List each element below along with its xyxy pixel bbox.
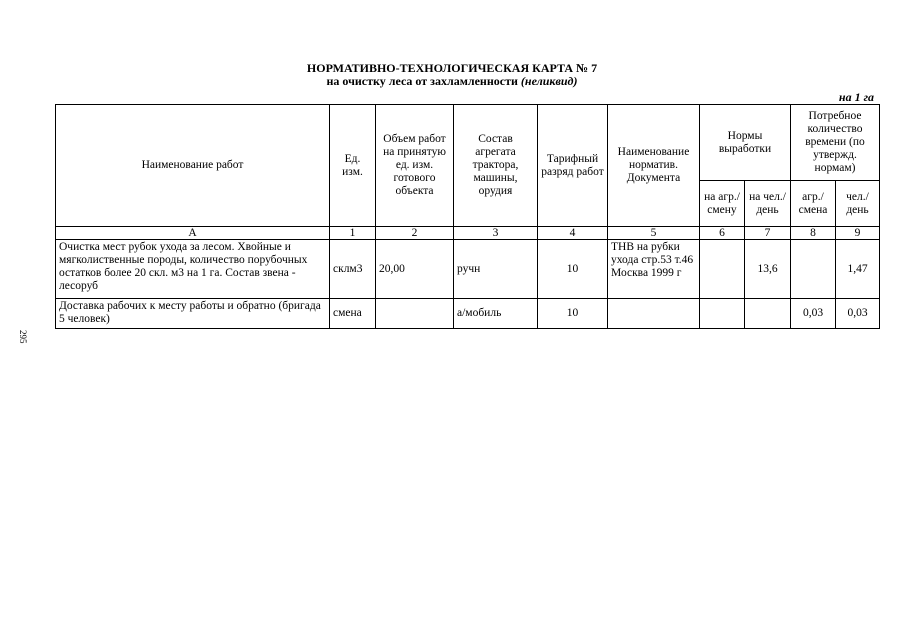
cell-normative-doc: ТНВ на рубки ухода стр.53 т.46 Москва 1999 г bbox=[608, 240, 700, 299]
header-equipment: Состав агрегата трактора, машины, орудия bbox=[454, 105, 538, 227]
header-output-norms: Нормы выработки bbox=[700, 105, 791, 181]
header-volume: Объем работ на принятую ед. изм. готового объекта bbox=[376, 105, 454, 227]
cell-per-person-day bbox=[745, 299, 791, 329]
index-cell: 1 bbox=[330, 227, 376, 240]
cell-equipment: а/мобиль bbox=[454, 299, 538, 329]
cell-volume bbox=[376, 299, 454, 329]
index-cell: 9 bbox=[836, 227, 880, 240]
document-title: НОРМАТИВНО-ТЕХНОЛОГИЧЕСКАЯ КАРТА № 7 bbox=[306, 61, 598, 75]
header-normative-doc: Наименование норматив. Документа bbox=[608, 105, 700, 227]
table-row bbox=[56, 240, 880, 299]
unit-note: на 1 га bbox=[838, 90, 874, 104]
cell-unit-shift bbox=[791, 240, 836, 299]
cell-per-unit-shift bbox=[700, 299, 745, 329]
cell-equipment: ручн bbox=[454, 240, 538, 299]
cell-work-name: Очистка мест рубок ухода за лесом. Хвойные и мягколиственные породы, количество порубочных остатков более 20 скл. м3 на 1 га. Состав звена - лесоруб bbox=[56, 240, 330, 299]
header-unit: Ед. изм. bbox=[330, 105, 376, 227]
norms-table bbox=[55, 104, 880, 329]
cell-per-person-day: 13,6 bbox=[745, 240, 791, 299]
index-cell: 3 bbox=[454, 227, 538, 240]
subtitle-main: на очистку леса от захламленности bbox=[326, 74, 518, 88]
table-row bbox=[56, 299, 880, 329]
cell-person-day: 0,03 bbox=[836, 299, 880, 329]
cell-person-day: 1,47 bbox=[836, 240, 880, 299]
cell-per-unit-shift bbox=[700, 240, 745, 299]
index-cell: А bbox=[56, 227, 330, 240]
cell-tariff: 10 bbox=[538, 240, 608, 299]
index-cell: 6 bbox=[700, 227, 745, 240]
page-number: 295 bbox=[18, 330, 28, 344]
header-time-required: Потребное количество времени (по утвержд. нормам) bbox=[791, 105, 880, 181]
document-subtitle bbox=[0, 75, 904, 88]
cell-unit: смена bbox=[330, 299, 376, 329]
index-cell: 5 bbox=[608, 227, 700, 240]
subtitle-paren: (неликвид) bbox=[520, 74, 578, 88]
index-row bbox=[56, 227, 880, 240]
index-cell: 7 bbox=[745, 227, 791, 240]
header-per-unit-shift: на агр./ смену bbox=[700, 181, 745, 227]
header-tariff: Тарифный разряд работ bbox=[538, 105, 608, 227]
index-cell: 2 bbox=[376, 227, 454, 240]
cell-normative-doc bbox=[608, 299, 700, 329]
cell-unit: склм3 bbox=[330, 240, 376, 299]
header-per-person-day: на чел./ день bbox=[745, 181, 791, 227]
header-unit-shift: агр./ смена bbox=[791, 181, 836, 227]
header-work-name: Наименование работ bbox=[56, 105, 330, 227]
cell-volume: 20,00 bbox=[376, 240, 454, 299]
index-cell: 4 bbox=[538, 227, 608, 240]
cell-work-name: Доставка рабочих к месту работы и обратно (бригада 5 человек) bbox=[56, 299, 330, 329]
header-person-day: чел./ день bbox=[836, 181, 880, 227]
cell-unit-shift: 0,03 bbox=[791, 299, 836, 329]
header-row-1 bbox=[56, 105, 880, 181]
index-cell: 8 bbox=[791, 227, 836, 240]
cell-tariff: 10 bbox=[538, 299, 608, 329]
